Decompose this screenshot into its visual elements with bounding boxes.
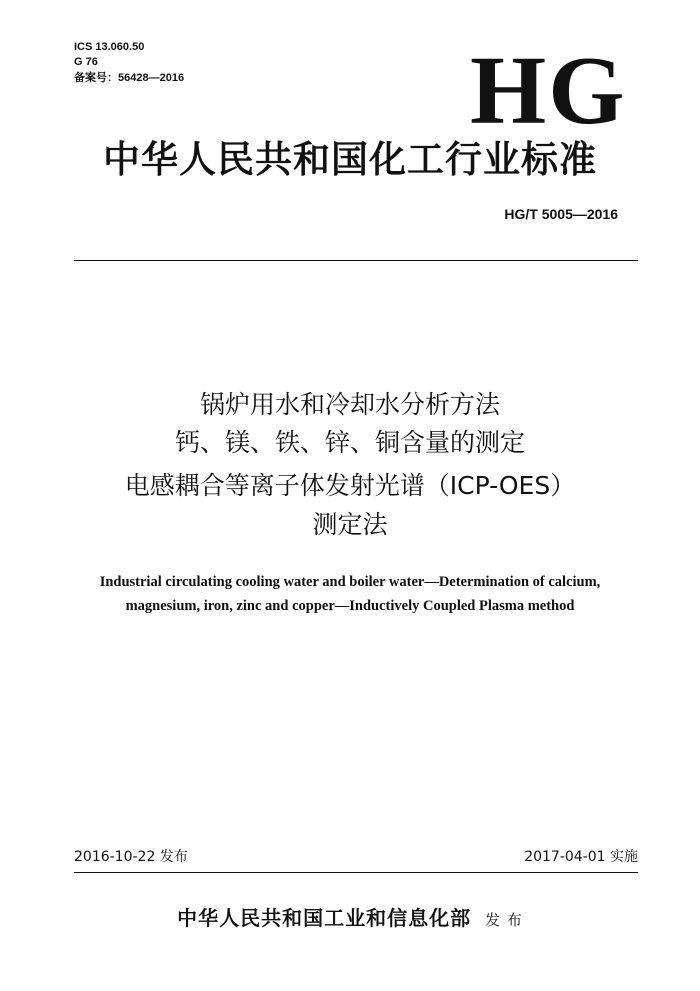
bottom-divider xyxy=(74,872,638,873)
chinese-title-line-4: 测定法 xyxy=(312,510,388,539)
standard-number: HG/T 5005—2016 xyxy=(504,206,618,222)
english-title-line-2: magnesium, iron, zinc and copper—Inductively Coupled Plasma method xyxy=(125,598,575,614)
issuer xyxy=(30,904,670,934)
chinese-title-line-3: 电感耦合等离子体发射光谱（ICP-OES） xyxy=(124,471,576,500)
chinese-title-line-2: 钙、镁、铁、锌、铜含量的测定 xyxy=(174,428,525,457)
implementation-date: 2017-04-01 实施 xyxy=(524,849,638,865)
issuer-name: 中华人民共和国工业和信息化部 xyxy=(177,906,472,930)
top-divider xyxy=(74,260,638,261)
ics-code: ICS 13.060.50 xyxy=(74,41,145,53)
hg-logo: HG xyxy=(470,37,627,145)
issue-date: 2016-10-22 发布 xyxy=(74,849,188,865)
industry-standard-title: 中华人民共和国化工行业标准 xyxy=(103,137,597,181)
english-title-line-1: Industrial circulating cooling water and boiler water—Determination of calcium, xyxy=(99,574,601,590)
chinese-title-line-1: 锅炉用水和冷却水分析方法 xyxy=(199,390,500,419)
classification-code: G 76 xyxy=(74,56,98,68)
record-number: 备案号：56428—2016 xyxy=(74,72,185,84)
issuer-suffix: 发 布 xyxy=(485,911,523,929)
